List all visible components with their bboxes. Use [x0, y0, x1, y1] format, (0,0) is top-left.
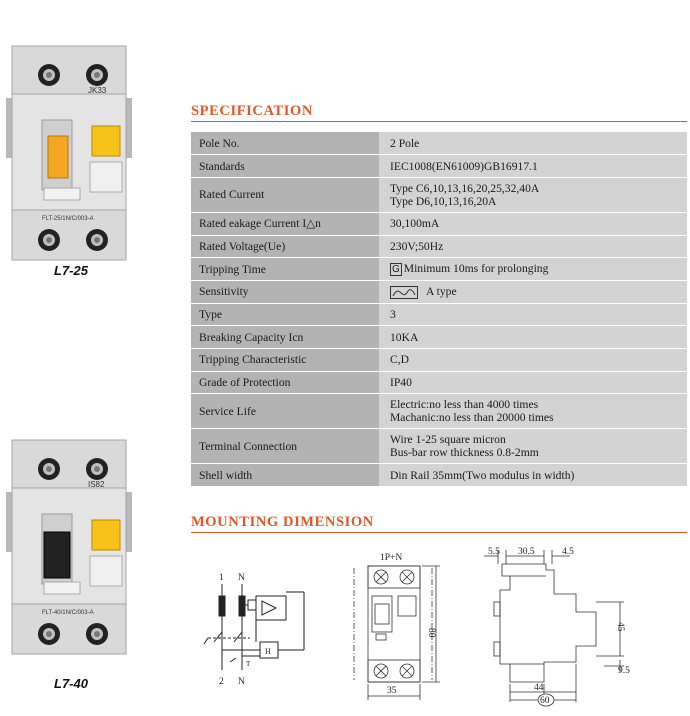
- row-value-text: A type: [426, 284, 457, 298]
- terminal-label: N: [238, 677, 245, 687]
- row-value-line: Machanic:no less than 20000 times: [390, 411, 554, 425]
- row-label: Rated Voltage(Ue): [191, 235, 379, 258]
- row-value: [379, 394, 687, 429]
- table-row: [191, 235, 687, 258]
- specification-table: [191, 132, 687, 487]
- row-label: Standards: [191, 155, 379, 178]
- row-label: Terminal Connection: [191, 429, 379, 464]
- g-type-icon: G: [392, 264, 400, 276]
- row-value-line: Type D6,10,13,16,20A: [390, 194, 497, 208]
- specification-rule: [191, 121, 687, 122]
- product-label: L7-25: [54, 263, 88, 278]
- height-dimension: 80: [426, 628, 436, 638]
- row-value: Din Rail 35mm(Two modulus in width): [379, 464, 687, 487]
- table-row: [191, 258, 687, 281]
- row-value-line: Electric:no less than 4000 times: [390, 398, 539, 412]
- row-value: 230V;50Hz: [379, 235, 687, 258]
- row-value: 3: [379, 303, 687, 326]
- row-value-line: Bus-bar row thickness 0.8-2mm: [390, 446, 539, 460]
- table-row: [191, 394, 687, 429]
- table-row: [191, 326, 687, 349]
- row-label: Sensitivity: [191, 280, 379, 303]
- row-value: [379, 429, 687, 464]
- row-value: IEC1008(EN61009)GB16917.1: [379, 155, 687, 178]
- breaker-image: [4, 432, 134, 660]
- product-model-text: FLT-40/1N/C/003-A: [42, 610, 94, 616]
- product-label: L7-40: [54, 676, 88, 691]
- table-row: [191, 280, 687, 303]
- row-label: Breaking Capacity Icn: [191, 326, 379, 349]
- dimension-label: 9.5: [618, 666, 630, 676]
- row-value-line: Type C6,10,13,16,20,25,32,40A: [390, 181, 540, 195]
- terminal-label: N: [238, 573, 245, 583]
- dimension-label: 44: [534, 683, 544, 693]
- specification-title: SPECIFICATION: [191, 103, 313, 119]
- row-label: Rated Current: [191, 177, 379, 212]
- row-label: Rated eakage Current I△n: [191, 212, 379, 235]
- product-l7-40: [4, 432, 134, 660]
- row-label: Service Life: [191, 394, 379, 429]
- dimension-label: 5.5: [488, 547, 500, 557]
- table-row: [191, 303, 687, 326]
- row-value: C,D: [379, 349, 687, 372]
- dimension-label: 30.5: [518, 547, 535, 557]
- table-row: [191, 429, 687, 464]
- table-row: [191, 212, 687, 235]
- row-label: Shell width: [191, 464, 379, 487]
- row-value: IP40: [379, 371, 687, 394]
- row-value: [379, 280, 687, 303]
- row-value: [379, 177, 687, 212]
- pulsating-dc-wave-icon: [390, 286, 418, 299]
- mounting-title: MOUNTING DIMENSION: [191, 514, 374, 530]
- row-label: Tripping Time: [191, 258, 379, 281]
- table-row: [191, 155, 687, 178]
- row-value-line: Wire 1-25 square micron: [390, 433, 506, 447]
- row-value: 30,100mA: [379, 212, 687, 235]
- row-label: Tripping Characteristic: [191, 349, 379, 372]
- side-view-drawing: [484, 542, 684, 712]
- front-view-drawing: [350, 548, 446, 708]
- product-top-text: IS82: [88, 480, 105, 489]
- table-row: [191, 177, 687, 212]
- table-row: [191, 349, 687, 372]
- table-row: [191, 132, 687, 155]
- test-label: T: [246, 660, 251, 668]
- product-top-text: JK33: [88, 86, 107, 95]
- product-l7-25: [4, 38, 134, 266]
- row-label: Pole No.: [191, 132, 379, 155]
- row-value-text: Minimum 10ms for prolonging: [403, 262, 549, 276]
- product-model-text: FLT-25/1N/C/003-A: [42, 216, 94, 222]
- h-label: H: [265, 647, 271, 656]
- dimension-label: 60: [540, 696, 550, 706]
- row-label: Type: [191, 303, 379, 326]
- row-value: 10KA: [379, 326, 687, 349]
- table-row: [191, 371, 687, 394]
- breaker-image: [4, 38, 134, 266]
- terminal-label: 2: [219, 677, 224, 687]
- dimension-label: 45: [615, 622, 625, 632]
- circuit-diagram: [196, 566, 328, 690]
- table-row: [191, 464, 687, 487]
- dimension-label: 4.5: [562, 547, 574, 557]
- row-label: Grade of Protection: [191, 371, 379, 394]
- mounting-rule: [191, 532, 687, 533]
- terminal-label: 1: [219, 573, 224, 583]
- row-value: 2 Pole: [379, 132, 687, 155]
- row-value: [379, 258, 687, 281]
- width-dimension: 35: [387, 686, 397, 696]
- front-top-label: 1P+N: [380, 553, 403, 563]
